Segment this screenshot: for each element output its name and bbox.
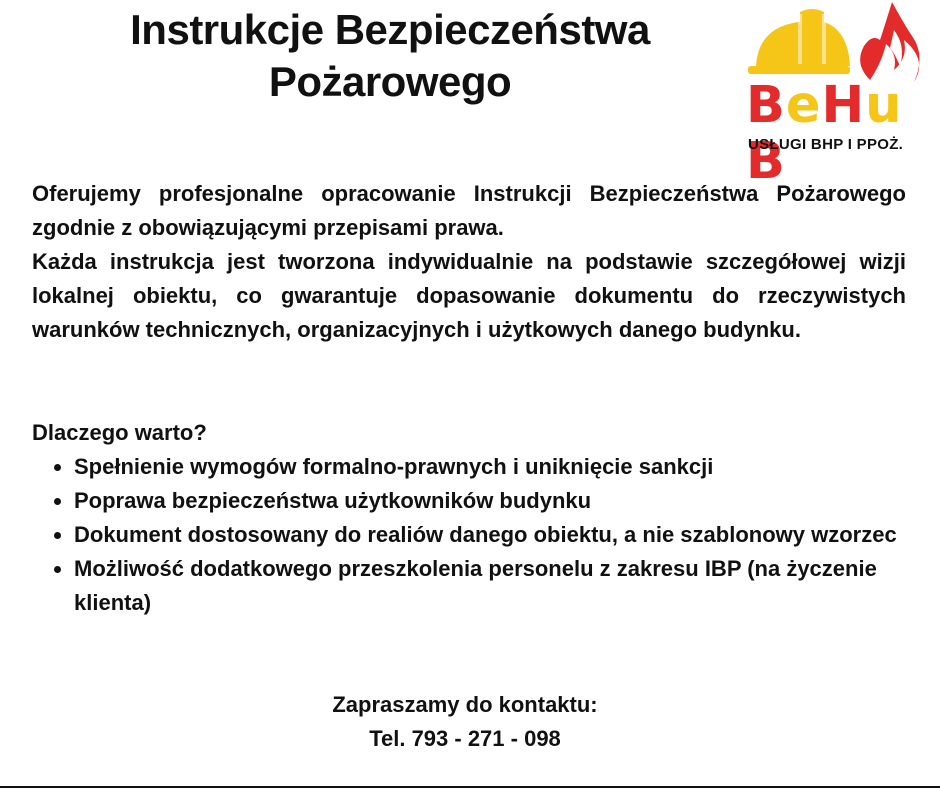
contact-section <box>0 688 930 756</box>
contact-phone: Tel. 793 - 271 - 098 <box>369 726 561 751</box>
list-item: • Spełnienie wymogów formalno-prawnych i uniknięcie sankcji <box>74 450 906 484</box>
benefits-section <box>32 416 906 620</box>
logo-letter: H <box>821 76 866 135</box>
logo-letter: B <box>746 132 786 191</box>
intro-paragraph-1: Oferujemy profesjonalne opracowanie Instrukcji Bezpieczeństwa Pożarowego zgodnie z obowiązującymi przepisami prawa. <box>32 181 906 240</box>
intro-paragraph-2: Każda instrukcja jest tworzona indywidualnie na podstawie szczegółowej wizji lokalnej obiektu, co gwarantuje dopasowanie dokumentu do rzeczywistych warunków technicznych, organizacyjnych i użytkowych danego budynku. <box>32 249 906 342</box>
benefits-list <box>32 450 906 620</box>
title-line-1: Instrukcje Bezpieczeństwa <box>130 6 650 53</box>
list-item: • Poprawa bezpieczeństwa użytkowników budynku <box>74 484 906 518</box>
logo-letter: e <box>785 76 822 135</box>
page-title <box>40 4 740 108</box>
title-line-2: Pożarowego <box>268 58 512 105</box>
list-item: • Dokument dostosowany do realiów danego obiektu, a nie szablonowy wzorzec <box>74 518 906 552</box>
benefits-heading: Dlaczego warto? <box>32 420 207 445</box>
intro-text <box>32 177 906 347</box>
list-item: • Możliwość dodatkowego przeszkolenia personelu z zakresu IBP (na życzenie klienta) <box>74 552 906 620</box>
logo-letter: u <box>865 76 903 135</box>
logo-letter: B <box>746 76 786 135</box>
behub-logo <box>744 0 940 191</box>
contact-invite: Zapraszamy do kontaktu: <box>332 692 598 717</box>
logo-subtitle: USŁUGI BHP I PPOŻ. <box>748 136 904 153</box>
logo-wordmark <box>746 78 940 190</box>
bottom-divider <box>0 786 940 788</box>
